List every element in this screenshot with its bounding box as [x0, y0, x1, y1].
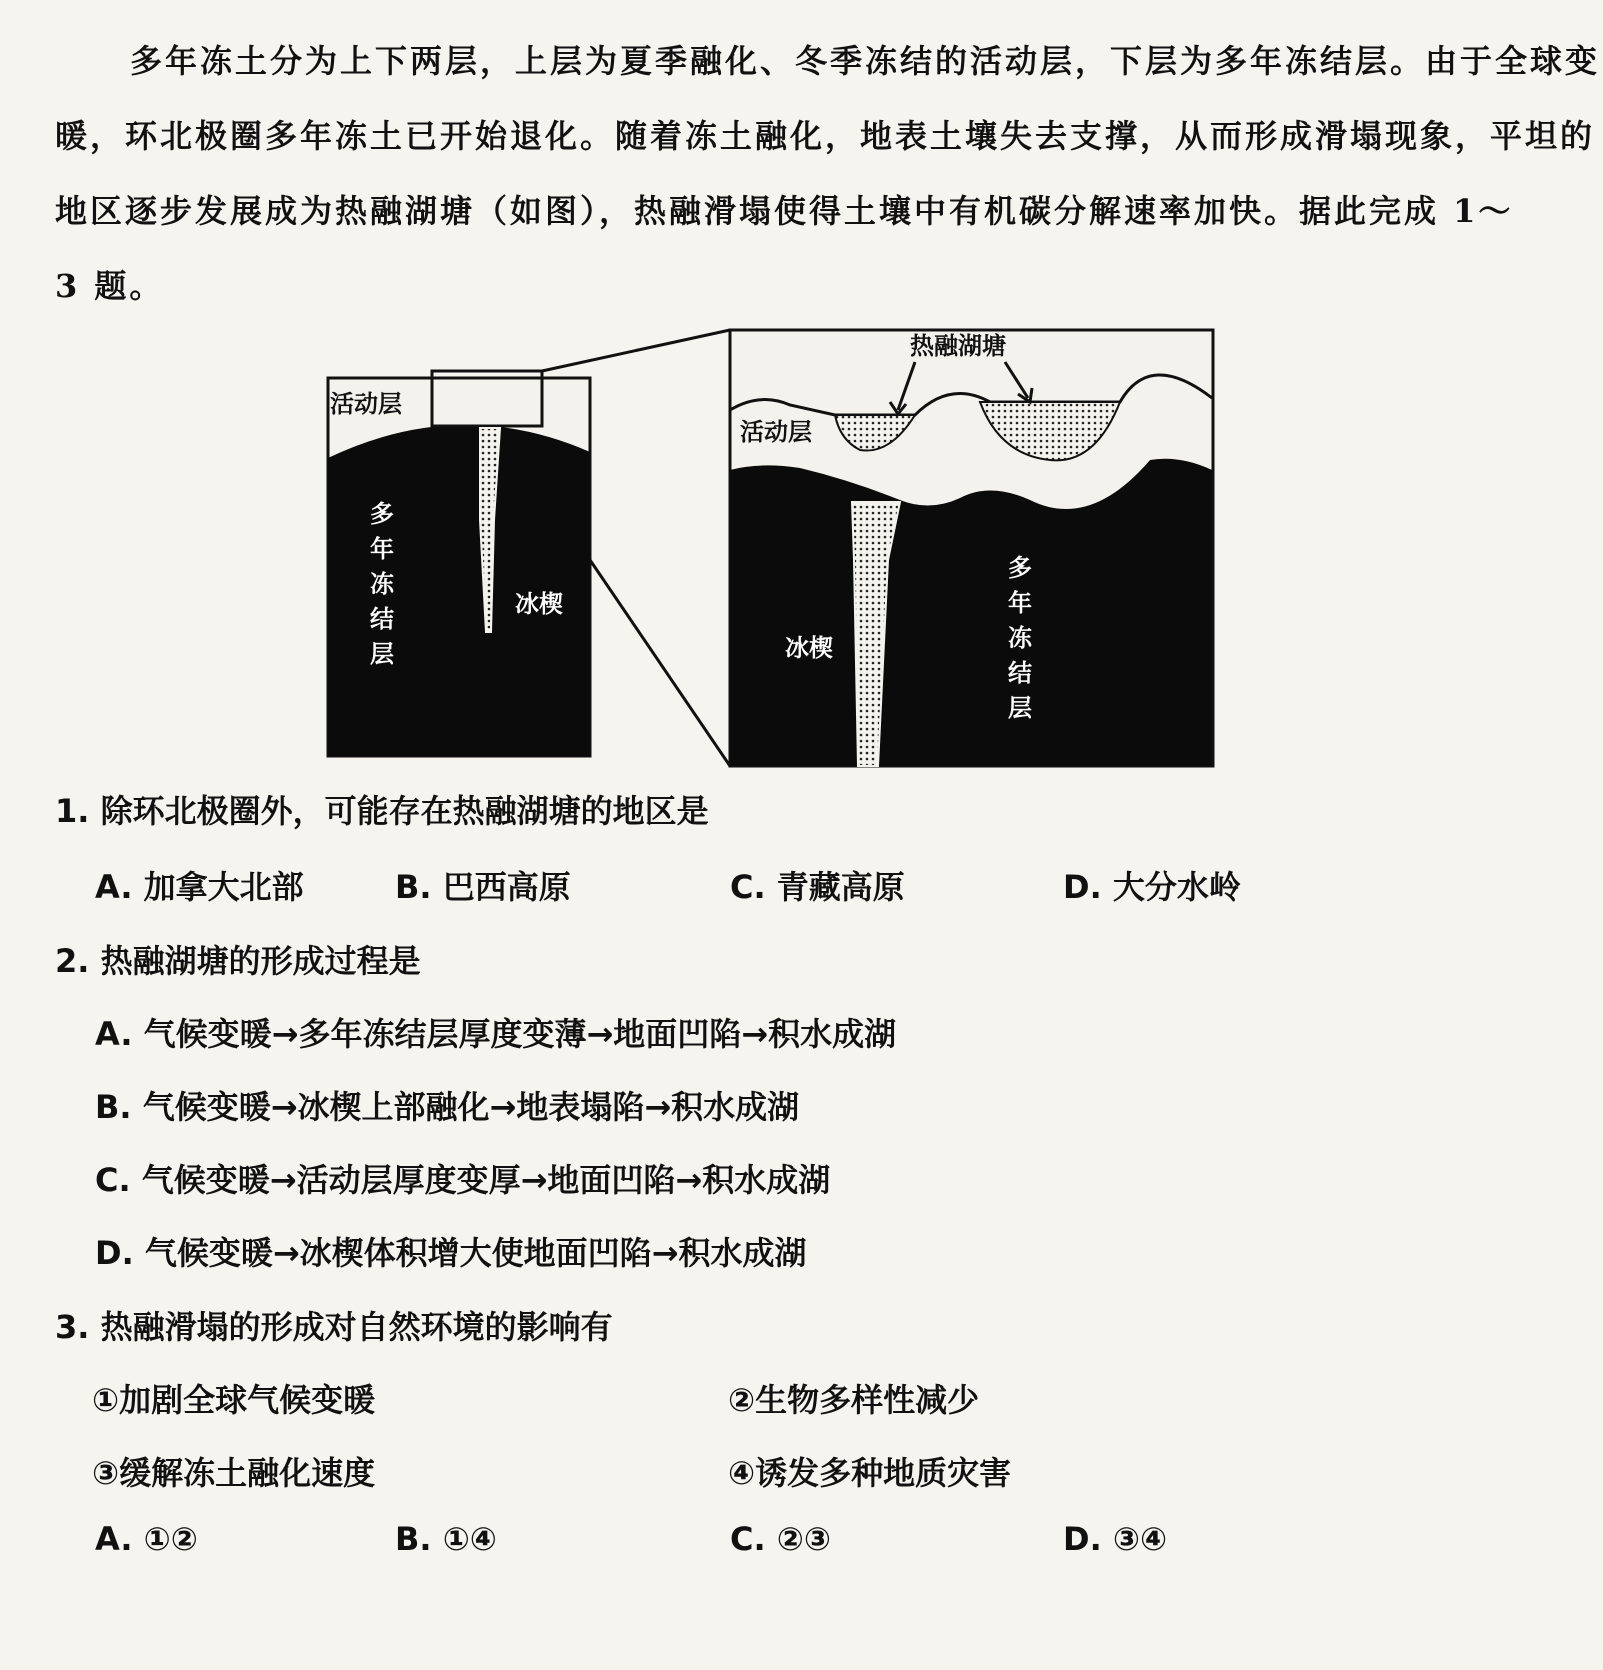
question-3-statement-1: ①加剧全球气候变暖 — [92, 1381, 376, 1419]
question-3-option-c[interactable]: C. ②③ — [730, 1520, 831, 1558]
question-3-statement-3: ③缓解冻土融化速度 — [92, 1454, 376, 1492]
question-1-option-a[interactable]: A. 加拿大北部 — [95, 868, 304, 906]
question-2-stem: 2. 热融湖塘的形成过程是 — [55, 942, 421, 980]
left-ice-wedge-label: 冰楔 — [515, 590, 563, 618]
question-3-option-b[interactable]: B. ①④ — [395, 1520, 497, 1558]
right-permafrost-char: 冻 — [1008, 624, 1032, 652]
left-permafrost-char: 层 — [370, 640, 394, 668]
right-permafrost-char: 多 — [1008, 554, 1032, 582]
question-2-option-a[interactable]: A. 气候变暖→多年冻结层厚度变薄→地面凹陷→积水成湖 — [95, 1015, 897, 1053]
right-panel — [730, 330, 1213, 766]
zoom-connector-bottom — [590, 560, 730, 766]
question-3-statement-2: ②生物多样性减少 — [728, 1381, 980, 1419]
right-permafrost-char: 层 — [1008, 694, 1032, 722]
left-panel — [328, 371, 590, 756]
left-permafrost-char: 结 — [370, 605, 394, 633]
left-permafrost-char: 冻 — [370, 570, 394, 598]
permafrost-figure — [0, 0, 1603, 830]
right-active-layer-label: 活动层 — [740, 418, 812, 446]
question-1-option-b[interactable]: B. 巴西高原 — [395, 868, 571, 906]
question-2-option-b[interactable]: B. 气候变暖→冰楔上部融化→地表塌陷→积水成湖 — [95, 1088, 800, 1126]
question-3-stem: 3. 热融滑塌的形成对自然环境的影响有 — [55, 1308, 613, 1346]
question-1-option-c[interactable]: C. 青藏高原 — [730, 868, 905, 906]
intro-line: 暖，环北极圈多年冻土已开始退化。随着冻土融化，地表土壤失去支撑，从而形成滑塌现象，平坦的 — [55, 117, 1596, 155]
question-1-option-d[interactable]: D. 大分水岭 — [1063, 868, 1241, 906]
question-1-stem: 1. 除环北极圈外，可能存在热融湖塘的地区是 — [55, 792, 709, 830]
right-permafrost-char: 结 — [1008, 659, 1032, 687]
question-3-option-d[interactable]: D. ③④ — [1063, 1520, 1168, 1558]
intro-line: 地区逐步发展成为热融湖塘（如图），热融滑塌使得土壤中有机碳分解速率加快。据此完成 1～ — [55, 192, 1514, 230]
intro-line: 多年冻土分为上下两层，上层为夏季融化、冬季冻结的活动层，下层为多年冻结层。由于全球变 — [130, 42, 1601, 80]
left-permafrost-char: 年 — [370, 535, 394, 563]
thermokarst-label: 热融湖塘 — [910, 332, 1006, 360]
intro-line: 3 题。 — [55, 267, 165, 305]
question-3-statement-4: ④诱发多种地质灾害 — [728, 1454, 1012, 1492]
zoom-connector-top — [542, 330, 730, 371]
left-permafrost-char: 多 — [370, 500, 394, 528]
question-3-option-a[interactable]: A. ①② — [95, 1520, 198, 1558]
question-2-option-c[interactable]: C. 气候变暖→活动层厚度变厚→地面凹陷→积水成湖 — [95, 1161, 831, 1199]
question-2-option-d[interactable]: D. 气候变暖→冰楔体积增大使地面凹陷→积水成湖 — [95, 1234, 807, 1272]
right-permafrost-block — [730, 459, 1212, 766]
right-ice-wedge-label: 冰楔 — [785, 634, 833, 662]
left-active-layer-label: 活动层 — [330, 390, 402, 418]
right-permafrost-char: 年 — [1008, 589, 1032, 617]
